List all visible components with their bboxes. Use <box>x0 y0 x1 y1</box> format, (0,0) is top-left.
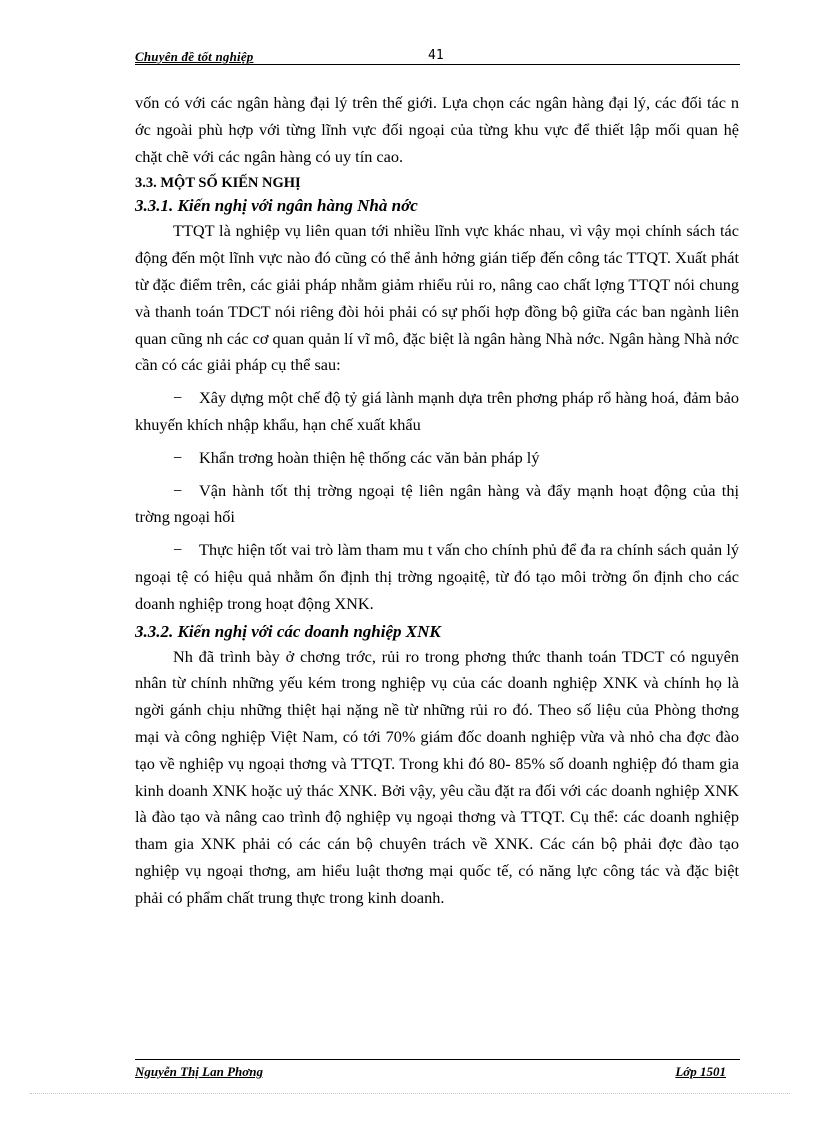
list-item <box>135 478 739 532</box>
list-item-text: Thực hiện tốt vai trò làm tham mu t vấn cho chính phủ để đa ra chính sách quản lý ngoại tệ có hiệu quả nhằm ổn định thị trờng ngoạitệ, từ đó tạo môi trờng ổn định cho các doanh nghiệp trong hoạt động XNK. <box>135 540 739 613</box>
list-item-text: Khẩn trơng hoàn thiện hệ thống các văn bản pháp lý <box>199 447 540 467</box>
paragraph-state-bank: TTQT là nghiệp vụ liên quan tới nhiều lĩnh vực khác nhau, vì vậy mọi chính sách tác động đến một lĩnh vực nào đó cũng có thể ảnh hởng gián tiếp đến công tác TTQT. Xuất phát từ đặc điểm trên, các giải pháp nhằm giảm rhiểu rủi ro, nâng cao chất lợng TTQT nói chung và thanh toán TDCT nói riêng đòi hỏi phải có sự phối hợp đồng bộ giữa các ban ngành liên quan cũng nh các cơ quan quản lí vĩ mô, đặc biệt là ngân hàng Nhà nớc. Ngân hàng Nhà nớc cần có các giải pháp cụ thể sau: <box>135 221 739 375</box>
page-number: 41 <box>428 48 444 63</box>
footer-rule <box>135 1059 740 1060</box>
section-heading-3-3-2: 3.3.2. Kiến nghị với các doanh nghiệp XNK <box>135 621 441 641</box>
page-edge-dotted-line <box>30 1093 790 1094</box>
list-item <box>135 537 739 617</box>
list-item <box>135 385 739 439</box>
dash-bullet-icon: − <box>173 480 183 500</box>
list-item-text: Vận hành tốt thị trờng ngoại tệ liên ngân hàng và đẩy mạnh hoạt động của thị trờng ngoại hối <box>135 480 739 527</box>
dash-bullet-icon: − <box>173 447 183 467</box>
paragraph-enterprises: Nh đã trình bày ở chơng trớc, rủi ro trong phơng thức thanh toán TDCT có nguyên nhân từ chính những yếu kém trong nghiệp vụ của các doanh nghiệp XNK và chính họ là ngời gánh chịu những thiệt hại nặng nề từ những rủi ro đó. Theo số liệu của Phòng thơng mại và công nghiệp Việt Nam, có tới 70% giám đốc doanh nghiệp vừa và nhỏ cha đợc đào tạo về nghiệp vụ ngoại thơng và TTQT. Trong khi đó 80- 85% số doanh nghiệp đó tham gia kinh doanh XNK hoặc uỷ thác XNK. Bởi vậy, yêu cầu đặt ra đối với các doanh nghiệp XNK là đào tạo và nâng cao trình độ nghiệp vụ ngoại thơng và TTQT. Cụ thể: các doanh nghiệp tham gia XNK phải có các cán bộ chuyên trách về XNK. Các cán bộ phải đợc đào tạo nghiệp vụ ngoại thơng, am hiểu luật thơng mại quốc tế, có năng lực công tác và đặc biệt phải có phẩm chất trung thực trong kinh doanh. <box>135 646 739 907</box>
footer-author: Nguyễn Thị Lan Phơng <box>135 1064 263 1079</box>
dash-bullet-icon: − <box>173 540 183 560</box>
header-rule <box>135 64 740 65</box>
footer-class: Lớp 1501 <box>675 1064 726 1079</box>
list-item-text: Xây dựng một chế độ tỷ giá lành mạnh dựa trên phơng pháp rổ hàng hoá, đảm bảo khuyến khích nhập khẩu, hạn chế xuất khẩu <box>135 388 739 434</box>
page-body <box>135 90 739 912</box>
dash-bullet-icon: − <box>173 388 183 408</box>
paragraph-continuation: vốn có với các ngân hàng đại lý trên thế giới. Lựa chọn các ngân hàng đại lý, các đối tác n ớc ngoài phù hợp với từng lĩnh vực đối ngoại của từng khu vực để thiết lập mối quan hệ chặt chẽ với các ngân hàng có uy tín cao. <box>135 93 739 166</box>
list-item <box>135 445 739 472</box>
section-heading-3-3-1: 3.3.1. Kiến nghị với ngân hàng Nhà nớc <box>135 196 418 216</box>
header-title: Chuyên đề tốt nghiệp <box>135 49 254 64</box>
section-heading-3-3: 3.3. MỘT SỐ KIẾN NGHỊ <box>135 175 301 192</box>
